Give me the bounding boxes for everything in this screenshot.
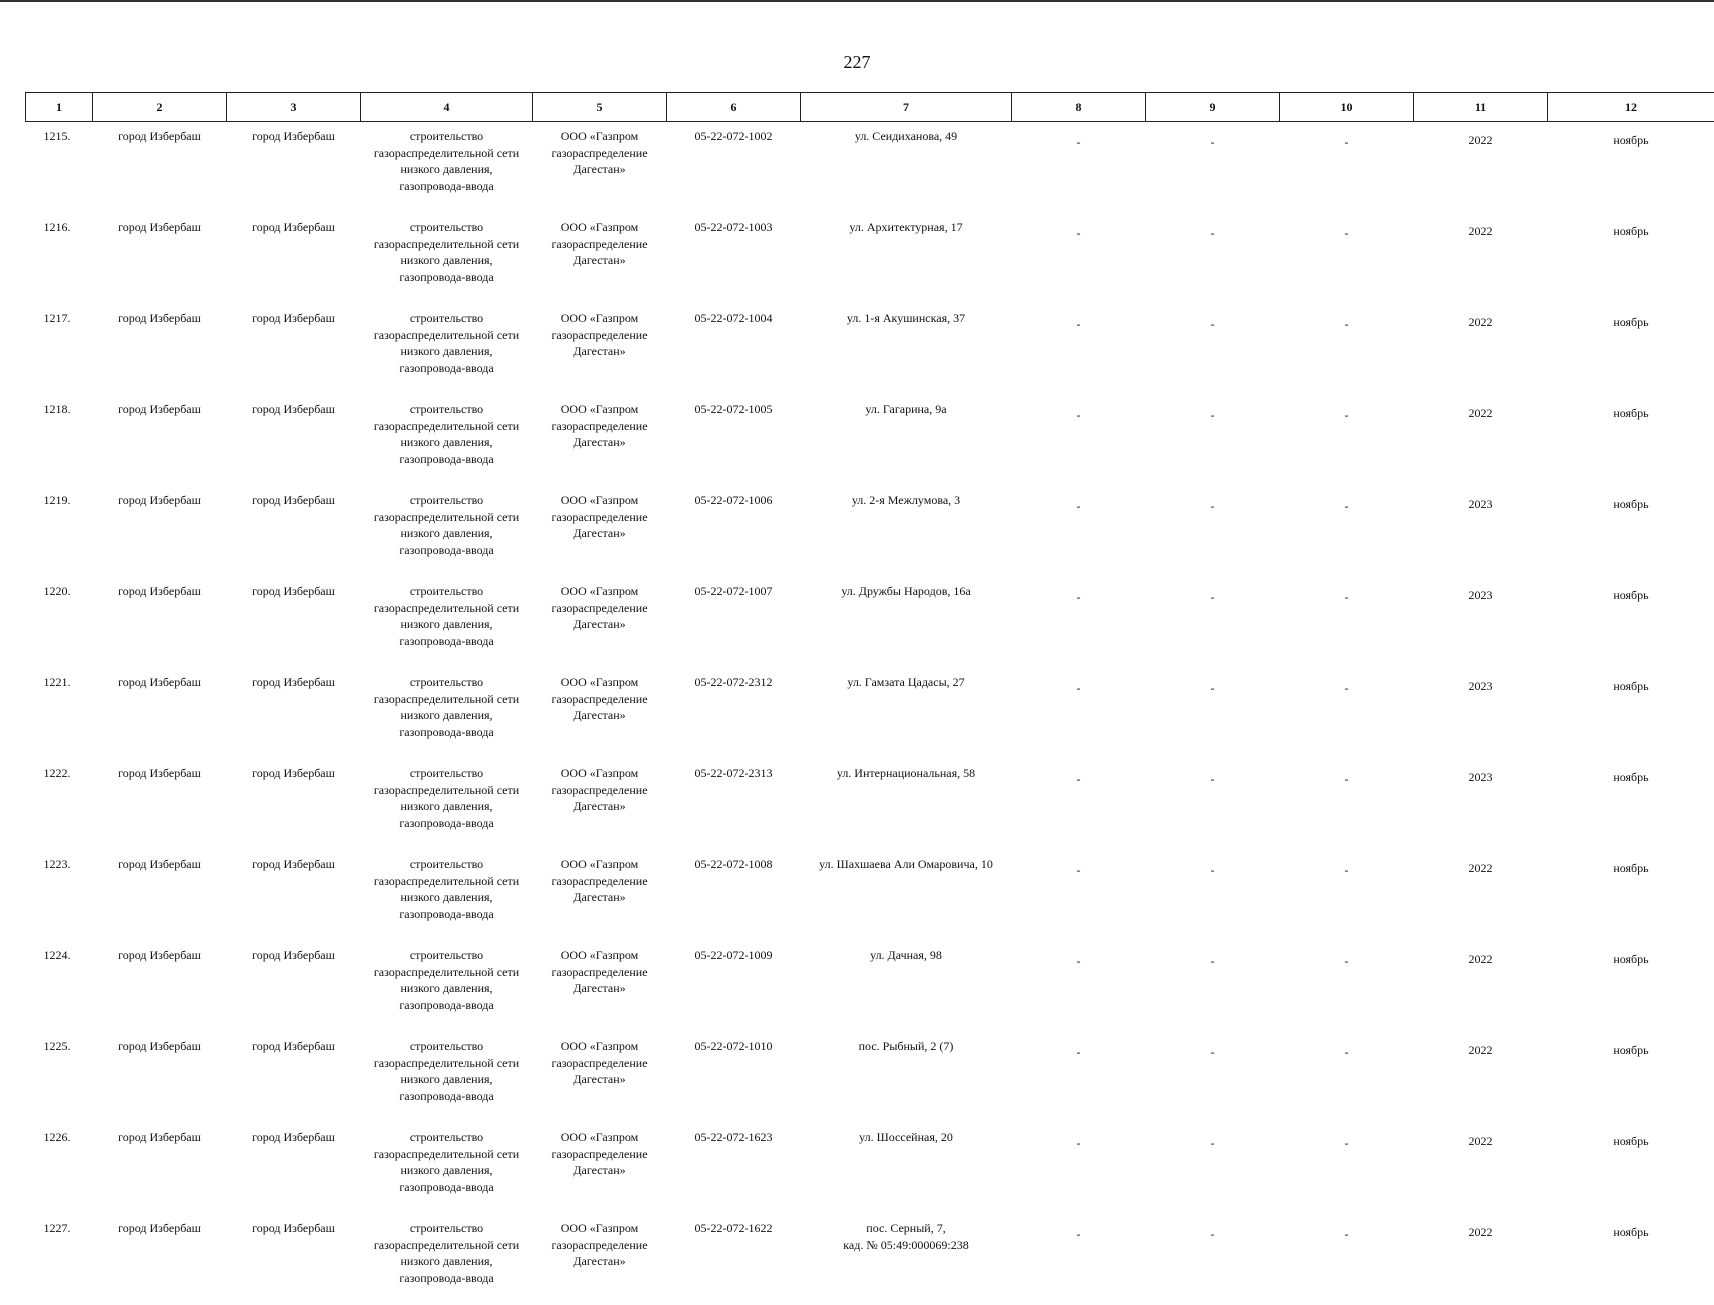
organization-cell-line: Дагестан»	[537, 252, 663, 269]
column-8-cell: -	[1012, 668, 1146, 759]
work-type-cell-line: газопровода-ввода	[365, 269, 529, 286]
municipality-cell: город Избербаш	[93, 850, 227, 941]
top-rule	[0, 0, 1714, 2]
work-type-cell	[361, 395, 533, 486]
work-type-cell	[361, 304, 533, 395]
column-9-cell: -	[1146, 486, 1280, 577]
row-number: 1215.	[26, 122, 93, 214]
address-cell	[801, 1123, 1012, 1214]
municipality-cell: город Избербаш	[93, 577, 227, 668]
address-cell-line: ул. Архитектурная, 17	[805, 219, 1008, 236]
month-cell: ноябрь	[1548, 1123, 1714, 1214]
row-number: 1217.	[26, 304, 93, 395]
organization-cell	[533, 1032, 667, 1123]
organization-cell-line: газораспределение	[537, 964, 663, 981]
year-cell: 2022	[1414, 1214, 1548, 1305]
month-cell: ноябрь	[1548, 668, 1714, 759]
table-body	[26, 122, 1714, 1305]
column-9-cell: -	[1146, 1214, 1280, 1305]
municipality-cell: город Избербаш	[93, 941, 227, 1032]
organization-cell	[533, 486, 667, 577]
year-cell: 2022	[1414, 395, 1548, 486]
table-row	[26, 395, 1714, 486]
settlement-cell: город Избербаш	[227, 850, 361, 941]
header-row	[26, 93, 1714, 122]
organization-cell-line: газораспределение	[537, 600, 663, 617]
object-code-cell: 05-22-072-1003	[667, 213, 801, 304]
settlement-cell: город Избербаш	[227, 577, 361, 668]
table-row	[26, 759, 1714, 850]
organization-cell-line: ООО «Газпром	[537, 947, 663, 964]
month-cell: ноябрь	[1548, 304, 1714, 395]
organization-cell-line: Дагестан»	[537, 1071, 663, 1088]
work-type-cell	[361, 759, 533, 850]
municipality-cell: город Избербаш	[93, 304, 227, 395]
work-type-cell-line: строительство	[365, 219, 529, 236]
year-cell: 2022	[1414, 1032, 1548, 1123]
organization-cell-line: Дагестан»	[537, 343, 663, 360]
column-8-cell: -	[1012, 577, 1146, 668]
work-type-cell-line: низкого давления,	[365, 889, 529, 906]
work-type-cell-line: газораспределительной сети	[365, 691, 529, 708]
organization-cell-line: ООО «Газпром	[537, 1038, 663, 1055]
column-10-cell: -	[1280, 850, 1414, 941]
work-type-cell	[361, 941, 533, 1032]
organization-cell-line: ООО «Газпром	[537, 674, 663, 691]
settlement-cell: город Избербаш	[227, 1032, 361, 1123]
organization-cell-line: газораспределение	[537, 782, 663, 799]
object-code-cell: 05-22-072-1007	[667, 577, 801, 668]
column-10-cell: -	[1280, 1032, 1414, 1123]
table-row	[26, 486, 1714, 577]
organization-cell-line: газораспределение	[537, 509, 663, 526]
work-type-cell-line: строительство	[365, 674, 529, 691]
work-type-cell-line: газопровода-ввода	[365, 997, 529, 1014]
work-type-cell-line: строительство	[365, 583, 529, 600]
work-type-cell-line: газораспределительной сети	[365, 782, 529, 799]
organization-cell-line: газораспределение	[537, 327, 663, 344]
work-type-cell	[361, 486, 533, 577]
organization-cell-line: Дагестан»	[537, 889, 663, 906]
year-cell: 2022	[1414, 1123, 1548, 1214]
address-cell-line: ул. Гамзата Цадасы, 27	[805, 674, 1008, 691]
column-header-8: 8	[1012, 93, 1146, 122]
organization-cell-line: Дагестан»	[537, 798, 663, 815]
work-type-cell-line: низкого давления,	[365, 161, 529, 178]
column-10-cell: -	[1280, 759, 1414, 850]
year-cell: 2023	[1414, 486, 1548, 577]
work-type-cell-line: газораспределительной сети	[365, 873, 529, 890]
municipality-cell: город Избербаш	[93, 1032, 227, 1123]
settlement-cell: город Избербаш	[227, 1123, 361, 1214]
address-cell-line: ул. Шахшаева Али Омаровича, 10	[805, 856, 1008, 873]
year-cell: 2023	[1414, 577, 1548, 668]
organization-cell	[533, 668, 667, 759]
address-cell	[801, 759, 1012, 850]
organization-cell-line: ООО «Газпром	[537, 856, 663, 873]
object-code-cell: 05-22-072-1008	[667, 850, 801, 941]
organization-cell-line: газораспределение	[537, 1055, 663, 1072]
column-9-cell: -	[1146, 577, 1280, 668]
organization-cell	[533, 395, 667, 486]
month-cell: ноябрь	[1548, 486, 1714, 577]
organization-cell-line: газораспределение	[537, 1237, 663, 1254]
column-8-cell: -	[1012, 486, 1146, 577]
column-9-cell: -	[1146, 941, 1280, 1032]
address-cell-line: ул. Дружбы Народов, 16а	[805, 583, 1008, 600]
municipality-cell: город Избербаш	[93, 1123, 227, 1214]
municipality-cell: город Избербаш	[93, 395, 227, 486]
work-type-cell-line: строительство	[365, 765, 529, 782]
organization-cell-line: газораспределение	[537, 1146, 663, 1163]
organization-cell-line: Дагестан»	[537, 980, 663, 997]
work-type-cell-line: газораспределительной сети	[365, 600, 529, 617]
column-10-cell: -	[1280, 213, 1414, 304]
work-type-cell-line: газораспределительной сети	[365, 1055, 529, 1072]
organization-cell	[533, 759, 667, 850]
column-9-cell: -	[1146, 668, 1280, 759]
month-cell: ноябрь	[1548, 395, 1714, 486]
address-cell	[801, 304, 1012, 395]
settlement-cell: город Избербаш	[227, 759, 361, 850]
settlement-cell: город Избербаш	[227, 668, 361, 759]
address-cell-line: ул. Интернациональная, 58	[805, 765, 1008, 782]
municipality-cell: город Избербаш	[93, 668, 227, 759]
organization-cell-line: Дагестан»	[537, 161, 663, 178]
work-type-cell-line: низкого давления,	[365, 343, 529, 360]
column-8-cell: -	[1012, 122, 1146, 214]
address-cell	[801, 668, 1012, 759]
row-number: 1222.	[26, 759, 93, 850]
work-type-cell-line: газопровода-ввода	[365, 906, 529, 923]
table-row	[26, 1123, 1714, 1214]
organization-cell	[533, 1214, 667, 1305]
work-type-cell-line: газопровода-ввода	[365, 360, 529, 377]
settlement-cell: город Избербаш	[227, 304, 361, 395]
column-9-cell: -	[1146, 395, 1280, 486]
month-cell: ноябрь	[1548, 759, 1714, 850]
table-row	[26, 668, 1714, 759]
work-type-cell-line: низкого давления,	[365, 707, 529, 724]
organization-cell	[533, 850, 667, 941]
column-header-5: 5	[533, 93, 667, 122]
object-code-cell: 05-22-072-1002	[667, 122, 801, 214]
column-header-12: 12	[1548, 93, 1714, 122]
work-type-cell	[361, 122, 533, 214]
address-cell	[801, 1214, 1012, 1305]
organization-cell-line: Дагестан»	[537, 525, 663, 542]
address-cell-line: ул. Шоссейная, 20	[805, 1129, 1008, 1146]
organization-cell	[533, 941, 667, 1032]
organization-cell-line: газораспределение	[537, 145, 663, 162]
address-cell	[801, 850, 1012, 941]
address-cell	[801, 213, 1012, 304]
work-type-cell	[361, 1123, 533, 1214]
organization-cell	[533, 577, 667, 668]
object-code-cell: 05-22-072-1009	[667, 941, 801, 1032]
table-row	[26, 577, 1714, 668]
work-type-cell-line: строительство	[365, 310, 529, 327]
municipality-cell: город Избербаш	[93, 486, 227, 577]
month-cell: ноябрь	[1548, 850, 1714, 941]
settlement-cell: город Избербаш	[227, 122, 361, 214]
municipality-cell: город Избербаш	[93, 1214, 227, 1305]
column-10-cell: -	[1280, 304, 1414, 395]
column-8-cell: -	[1012, 1214, 1146, 1305]
work-type-cell-line: низкого давления,	[365, 525, 529, 542]
work-type-cell-line: низкого давления,	[365, 1071, 529, 1088]
column-10-cell: -	[1280, 577, 1414, 668]
year-cell: 2022	[1414, 304, 1548, 395]
work-type-cell	[361, 850, 533, 941]
column-9-cell: -	[1146, 1123, 1280, 1214]
organization-cell-line: ООО «Газпром	[537, 128, 663, 145]
year-cell: 2023	[1414, 668, 1548, 759]
object-code-cell: 05-22-072-2313	[667, 759, 801, 850]
page-number: 227	[0, 52, 1714, 73]
address-cell	[801, 122, 1012, 214]
row-number: 1220.	[26, 577, 93, 668]
settlement-cell: город Избербаш	[227, 486, 361, 577]
work-type-cell	[361, 213, 533, 304]
address-cell	[801, 577, 1012, 668]
work-type-cell-line: строительство	[365, 856, 529, 873]
organization-cell	[533, 304, 667, 395]
municipality-cell: город Избербаш	[93, 122, 227, 214]
work-type-cell-line: низкого давления,	[365, 252, 529, 269]
column-8-cell: -	[1012, 304, 1146, 395]
work-type-cell	[361, 577, 533, 668]
address-cell	[801, 395, 1012, 486]
table-row	[26, 122, 1714, 214]
work-type-cell-line: низкого давления,	[365, 434, 529, 451]
work-type-cell-line: строительство	[365, 1129, 529, 1146]
work-type-cell-line: строительство	[365, 128, 529, 145]
column-8-cell: -	[1012, 850, 1146, 941]
column-9-cell: -	[1146, 304, 1280, 395]
row-number: 1227.	[26, 1214, 93, 1305]
organization-cell-line: ООО «Газпром	[537, 765, 663, 782]
organization-cell	[533, 213, 667, 304]
address-cell-line: ул. 1-я Акушинская, 37	[805, 310, 1008, 327]
organization-cell	[533, 1123, 667, 1214]
column-8-cell: -	[1012, 1032, 1146, 1123]
organization-cell-line: газораспределение	[537, 691, 663, 708]
work-type-cell	[361, 1032, 533, 1123]
row-number: 1219.	[26, 486, 93, 577]
column-8-cell: -	[1012, 213, 1146, 304]
organization-cell-line: газораспределение	[537, 418, 663, 435]
table-row	[26, 941, 1714, 1032]
object-code-cell: 05-22-072-1004	[667, 304, 801, 395]
organization-cell-line: Дагестан»	[537, 707, 663, 724]
address-cell	[801, 941, 1012, 1032]
work-type-cell-line: строительство	[365, 1038, 529, 1055]
table-row	[26, 213, 1714, 304]
column-10-cell: -	[1280, 668, 1414, 759]
column-header-3: 3	[227, 93, 361, 122]
column-8-cell: -	[1012, 941, 1146, 1032]
organization-cell	[533, 122, 667, 214]
column-header-9: 9	[1146, 93, 1280, 122]
column-9-cell: -	[1146, 850, 1280, 941]
work-type-cell-line: газопровода-ввода	[365, 1270, 529, 1287]
organization-cell-line: газораспределение	[537, 236, 663, 253]
work-type-cell-line: газораспределительной сети	[365, 964, 529, 981]
object-code-cell: 05-22-072-2312	[667, 668, 801, 759]
column-10-cell: -	[1280, 1214, 1414, 1305]
table-row	[26, 304, 1714, 395]
column-9-cell: -	[1146, 213, 1280, 304]
month-cell: ноябрь	[1548, 577, 1714, 668]
column-header-1: 1	[26, 93, 93, 122]
column-9-cell: -	[1146, 122, 1280, 214]
row-number: 1226.	[26, 1123, 93, 1214]
organization-cell-line: ООО «Газпром	[537, 583, 663, 600]
organization-cell-line: ООО «Газпром	[537, 1220, 663, 1237]
column-9-cell: -	[1146, 759, 1280, 850]
settlement-cell: город Избербаш	[227, 213, 361, 304]
column-8-cell: -	[1012, 759, 1146, 850]
work-type-cell-line: газораспределительной сети	[365, 418, 529, 435]
row-number: 1224.	[26, 941, 93, 1032]
address-cell-line: пос. Серный, 7,	[805, 1220, 1008, 1237]
month-cell: ноябрь	[1548, 213, 1714, 304]
address-cell	[801, 1032, 1012, 1123]
work-type-cell-line: газопровода-ввода	[365, 815, 529, 832]
organization-cell-line: ООО «Газпром	[537, 401, 663, 418]
month-cell: ноябрь	[1548, 941, 1714, 1032]
settlement-cell: город Избербаш	[227, 395, 361, 486]
work-type-cell-line: газораспределительной сети	[365, 509, 529, 526]
table-row	[26, 1032, 1714, 1123]
row-number: 1218.	[26, 395, 93, 486]
work-type-cell-line: низкого давления,	[365, 1253, 529, 1270]
month-cell: ноябрь	[1548, 1214, 1714, 1305]
object-code-cell: 05-22-072-1010	[667, 1032, 801, 1123]
organization-cell-line: Дагестан»	[537, 1253, 663, 1270]
year-cell: 2022	[1414, 850, 1548, 941]
work-type-cell-line: газораспределительной сети	[365, 327, 529, 344]
work-type-cell-line: газораспределительной сети	[365, 236, 529, 253]
organization-cell-line: Дагестан»	[537, 616, 663, 633]
column-header-7: 7	[801, 93, 1012, 122]
object-code-cell: 05-22-072-1623	[667, 1123, 801, 1214]
work-type-cell-line: газопровода-ввода	[365, 1088, 529, 1105]
work-type-cell-line: строительство	[365, 492, 529, 509]
address-cell-line: пос. Рыбный, 2 (7)	[805, 1038, 1008, 1055]
organization-cell-line: ООО «Газпром	[537, 219, 663, 236]
work-type-cell-line: газораспределительной сети	[365, 1146, 529, 1163]
address-cell-line: ул. 2-я Межлумова, 3	[805, 492, 1008, 509]
municipality-cell: город Избербаш	[93, 759, 227, 850]
column-9-cell: -	[1146, 1032, 1280, 1123]
settlement-cell: город Избербаш	[227, 941, 361, 1032]
address-cell-line: ул. Гагарина, 9а	[805, 401, 1008, 418]
address-cell-line: ул. Дачная, 98	[805, 947, 1008, 964]
work-type-cell-line: газораспределительной сети	[365, 1237, 529, 1254]
work-type-cell-line: строительство	[365, 947, 529, 964]
column-10-cell: -	[1280, 1123, 1414, 1214]
address-cell-line: кад. № 05:49:000069:238	[805, 1237, 1008, 1254]
row-number: 1225.	[26, 1032, 93, 1123]
work-type-cell	[361, 668, 533, 759]
row-number: 1223.	[26, 850, 93, 941]
year-cell: 2022	[1414, 213, 1548, 304]
table-row	[26, 1214, 1714, 1305]
address-cell-line: ул. Сеидиханова, 49	[805, 128, 1008, 145]
column-header-6: 6	[667, 93, 801, 122]
register-table	[25, 92, 1714, 1305]
column-header-10: 10	[1280, 93, 1414, 122]
year-cell: 2022	[1414, 941, 1548, 1032]
column-header-2: 2	[93, 93, 227, 122]
work-type-cell-line: газопровода-ввода	[365, 542, 529, 559]
column-10-cell: -	[1280, 395, 1414, 486]
municipality-cell: город Избербаш	[93, 213, 227, 304]
column-header-4: 4	[361, 93, 533, 122]
row-number: 1216.	[26, 213, 93, 304]
row-number: 1221.	[26, 668, 93, 759]
work-type-cell-line: газопровода-ввода	[365, 724, 529, 741]
organization-cell-line: ООО «Газпром	[537, 492, 663, 509]
work-type-cell-line: строительство	[365, 401, 529, 418]
table-row	[26, 850, 1714, 941]
work-type-cell-line: низкого давления,	[365, 1162, 529, 1179]
work-type-cell-line: строительство	[365, 1220, 529, 1237]
year-cell: 2022	[1414, 122, 1548, 214]
object-code-cell: 05-22-072-1005	[667, 395, 801, 486]
column-8-cell: -	[1012, 395, 1146, 486]
column-10-cell: -	[1280, 122, 1414, 214]
organization-cell-line: газораспределение	[537, 873, 663, 890]
organization-cell-line: Дагестан»	[537, 434, 663, 451]
settlement-cell: город Избербаш	[227, 1214, 361, 1305]
column-8-cell: -	[1012, 1123, 1146, 1214]
work-type-cell-line: низкого давления,	[365, 980, 529, 997]
object-code-cell: 05-22-072-1622	[667, 1214, 801, 1305]
work-type-cell	[361, 1214, 533, 1305]
work-type-cell-line: газопровода-ввода	[365, 1179, 529, 1196]
work-type-cell-line: газопровода-ввода	[365, 451, 529, 468]
work-type-cell-line: газопровода-ввода	[365, 178, 529, 195]
work-type-cell-line: газораспределительной сети	[365, 145, 529, 162]
column-10-cell: -	[1280, 941, 1414, 1032]
column-header-11: 11	[1414, 93, 1548, 122]
month-cell: ноябрь	[1548, 122, 1714, 214]
work-type-cell-line: низкого давления,	[365, 798, 529, 815]
organization-cell-line: ООО «Газпром	[537, 310, 663, 327]
work-type-cell-line: низкого давления,	[365, 616, 529, 633]
column-10-cell: -	[1280, 486, 1414, 577]
object-code-cell: 05-22-072-1006	[667, 486, 801, 577]
address-cell	[801, 486, 1012, 577]
month-cell: ноябрь	[1548, 1032, 1714, 1123]
year-cell: 2023	[1414, 759, 1548, 850]
work-type-cell-line: газопровода-ввода	[365, 633, 529, 650]
organization-cell-line: ООО «Газпром	[537, 1129, 663, 1146]
organization-cell-line: Дагестан»	[537, 1162, 663, 1179]
